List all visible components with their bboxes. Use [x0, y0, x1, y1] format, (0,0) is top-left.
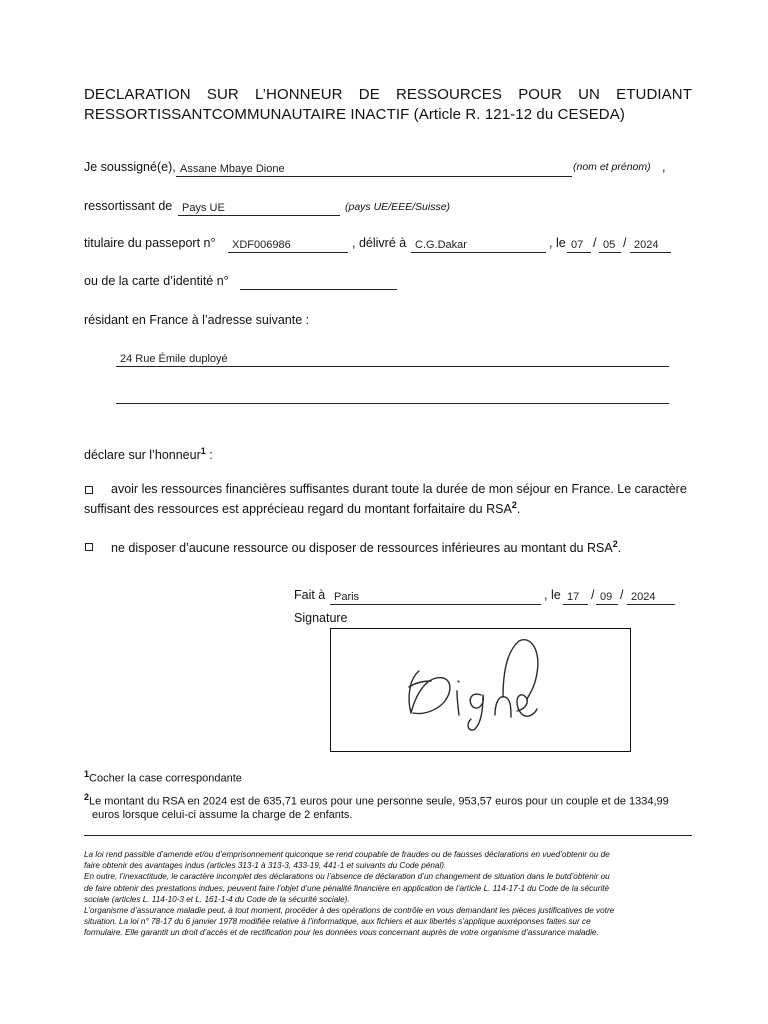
option1-checkbox[interactable]: [85, 486, 93, 494]
footnote-1-text: Cocher la case correspondante: [89, 772, 242, 785]
footnote-2-line2: euros lorsque celui-ci assume la charge de 2 enfants.: [92, 809, 353, 821]
legal-line: situation. La loi n° 78-17 du 6 janvier 1978 modifiée relative à l’informatique, aux fichiers et aux libertés s’applique auxréponses faites sur ce: [84, 917, 591, 927]
passport-number-field[interactable]: XDF006986: [228, 238, 348, 253]
legal-notice: [84, 849, 614, 939]
legal-line: La loi rend passible d’amende et/ou d’emprisonnement quiconque se rend coupable de fraudes ou de fausses déclarations en vued’obtenir ou de: [84, 850, 610, 859]
passport-label: titulaire du passeport n°: [84, 236, 216, 250]
legal-line: faire obtenir des avantages indus (articles 313-1 à 313-3, 433-19, 441-1 et suivants du Code pénal).: [84, 861, 447, 871]
divider: [84, 835, 692, 836]
sign-date-le-label: , le: [544, 588, 561, 602]
signature-label: Signature: [294, 611, 348, 625]
legal-line: L’organisme d’assurance maladie peut, à tout moment, procéder à des opérations de contrôle en vous demandant les pièces justificatives de votre: [84, 906, 615, 916]
page-title-line1: [84, 86, 692, 103]
date-sep: /: [623, 236, 627, 250]
nationality-hint: (pays UE/EEE/Suisse): [345, 201, 451, 213]
legal-line: En outre, l’inexactitude, le caractère incomplet des déclarations ou l’absence de déclaration d’un changement de situation dans le butd’obtenir ou: [84, 872, 610, 882]
name-field[interactable]: Assane Mbaye Dione: [176, 162, 572, 177]
declaration-text: déclare sur l’honneur: [84, 448, 201, 463]
title-word: DECLARATION: [84, 86, 191, 103]
title-word: DE: [358, 86, 380, 103]
sign-date-sep: /: [591, 588, 595, 602]
title-word: ETUDIANT: [616, 86, 692, 103]
address-line2-field[interactable]: [116, 389, 669, 404]
ressortissant-label: ressortissant de: [84, 199, 173, 213]
signature-box[interactable]: [330, 628, 631, 752]
option1-end: .: [516, 502, 521, 517]
issue-day-field[interactable]: 07: [567, 238, 591, 253]
title-word: SUR: [206, 86, 239, 103]
option1-line1: avoir les ressources financières suffisantes durant toute la durée de mon séjour en France. Le caractère: [111, 482, 687, 496]
sign-year-field[interactable]: 2024: [627, 590, 675, 605]
option2-text: ne disposer d’aucune ressource ou disposer de ressources inférieures au montant du RSA: [111, 541, 613, 556]
issue-year-field[interactable]: 2024: [630, 238, 671, 253]
id-card-label: ou de la carte d’identité n°: [84, 274, 229, 288]
option2-line: [111, 539, 621, 555]
id-card-field[interactable]: [240, 275, 397, 290]
sign-day-field[interactable]: 17: [563, 590, 588, 605]
date-sep: /: [593, 236, 597, 250]
name-suffix: ,: [662, 160, 666, 174]
declaration-colon: :: [209, 448, 213, 463]
legal-line: formulaire. Elle garantit un droit d’accès et de rectification pour les données vous concernant auprès de votre organisme d’assurance maladie.: [84, 928, 599, 938]
option1-line2: [84, 500, 520, 516]
option2-checkbox[interactable]: [85, 543, 93, 551]
issue-month-field[interactable]: 05: [599, 238, 621, 253]
title-word: POUR: [518, 86, 562, 103]
delivre-label: , délivré à: [352, 236, 407, 250]
address-label: résidant en France à l’adresse suivante :: [84, 313, 310, 327]
option1-line2-text: suffisant des ressources est apprécieau regard du montant forfaitaire du RSA: [84, 502, 512, 517]
page-title-line2: RESSORTISSANTCOMMUNAUTAIRE INACTIF (Article R. 121-12 du CESEDA): [84, 106, 625, 123]
title-word: RESSOURCES: [395, 86, 503, 103]
sign-date-sep: /: [620, 588, 624, 602]
title-word: L’HONNEUR: [255, 86, 343, 103]
footnote-ref-1: 1: [200, 446, 206, 456]
nationality-field[interactable]: Pays UE: [178, 201, 340, 216]
legal-line: de faire obtenir des prestations indues, peuvent faire l’objet d’une pénalité financière en application de l’article L. 114-17-1 du Code de la sécurité: [84, 883, 610, 893]
handwritten-signature: [331, 629, 630, 751]
footnote-2-mark: 2: [84, 792, 90, 802]
title-word: UN: [578, 86, 600, 103]
soussigne-label: Je soussigné(e),: [84, 160, 176, 174]
name-hint: (nom et prénom): [573, 161, 651, 173]
footnote-2-line1: [84, 792, 669, 808]
sign-month-field[interactable]: 09: [596, 590, 618, 605]
fait-label: Fait à: [294, 588, 326, 602]
issued-at-field[interactable]: C.G.Dakar: [411, 238, 546, 253]
signed-place-field[interactable]: Paris: [330, 590, 541, 605]
footnote-2-text: Le montant du RSA en 2024 est de 635,71 euros pour une personne seule, 953,57 euros pour un couple et de 1334,99: [89, 795, 669, 808]
footnote-ref-2: 2: [511, 500, 517, 510]
declaration-label: [84, 446, 213, 462]
date-le-label: , le: [549, 236, 566, 250]
address-line1-field[interactable]: 24 Rue Émile duployé: [116, 352, 669, 367]
legal-line: sociale (articles L. 114-10-3 et L. 161-1-4 du Code de la sécurité sociale).: [84, 894, 350, 904]
footnote-1: [84, 769, 242, 785]
footnote-1-mark: 1: [84, 769, 90, 779]
option2-end: .: [617, 541, 622, 556]
footnote-ref-2: 2: [612, 539, 618, 549]
